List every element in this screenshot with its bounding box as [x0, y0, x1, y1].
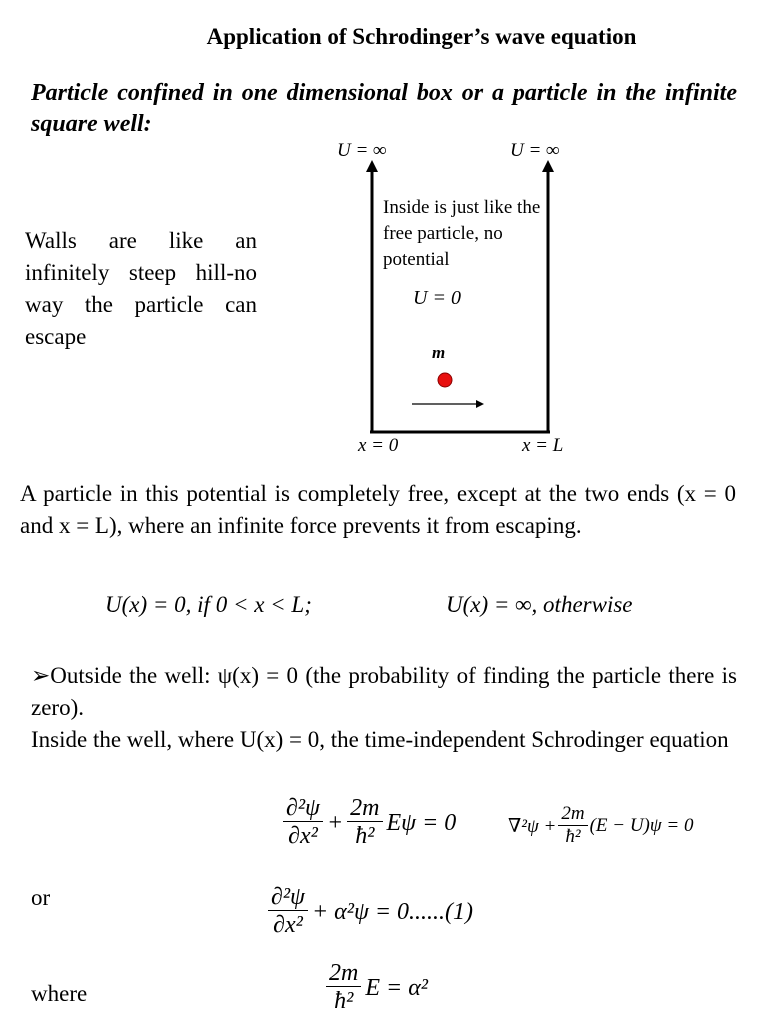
- inside-note: Inside is just like the free particle, no potential: [383, 197, 541, 270]
- walls-description: Walls are like an infinitely steep hill-no way the particle can escape: [25, 228, 257, 349]
- or-label: or: [31, 885, 51, 910]
- where-label: where: [31, 981, 88, 1006]
- outside-well-bullet: [31, 660, 737, 724]
- schrodinger-equation-general: ∇²ψ + $\frac{2m}{\text{ħ²}}$ (E − U)ψ = 0: [508, 803, 694, 847]
- particle: [438, 373, 452, 387]
- schrodinger-equation-1d: $\frac{\text{∂²ψ}}{\text{∂x²}}$ + $\frac{2m}{\text{ħ²}}$ Eψ = 0: [283, 795, 456, 851]
- inside-potential-label: U = 0: [413, 287, 461, 309]
- right-wall-label: U = ∞: [510, 140, 560, 161]
- motion-arrow-head: [476, 400, 484, 408]
- section-subtitle: Particle confined in one dimensional box or a particle in the infinite square well:: [31, 80, 737, 137]
- x-left-label: x = 0: [358, 435, 399, 456]
- alpha-definition: $\frac{2m}{\text{ħ²}}$ E = α²: [326, 960, 428, 1016]
- left-wall-label: U = ∞: [337, 140, 387, 161]
- arrow-bullet-icon: ➢: [31, 663, 51, 688]
- wave-equation-alpha: $\frac{\text{∂²ψ}}{\text{∂x²}}$ + α²ψ = 0......(1): [268, 884, 473, 940]
- page-title: Application of Schrodinger’s wave equation: [206, 24, 637, 49]
- mass-label: m: [432, 343, 446, 362]
- inside-well-text: Inside the well, where U(x) = 0, the time-independent Schrodinger equation: [31, 727, 729, 752]
- outside-well-text: Outside the well: ψ(x) = 0 (the probability of finding the particle there is zero).: [31, 663, 737, 720]
- mass-hbar-fraction: $\frac{2m}{\text{ħ²}}$: [347, 795, 382, 851]
- second-derivative-fraction: $\frac{\text{∂²ψ}}{\text{∂x²}}$: [283, 795, 323, 851]
- potential-equation-inside: U(x) = 0, if 0 < x < L;: [105, 592, 312, 617]
- free-particle-paragraph: A particle in this potential is completely free, except at the two ends (x = 0 and x = L), where an infinite force prevents it from escaping.: [20, 481, 736, 538]
- x-right-label: x = L: [522, 435, 564, 456]
- potential-equation-outside: U(x) = ∞, otherwise: [446, 592, 633, 617]
